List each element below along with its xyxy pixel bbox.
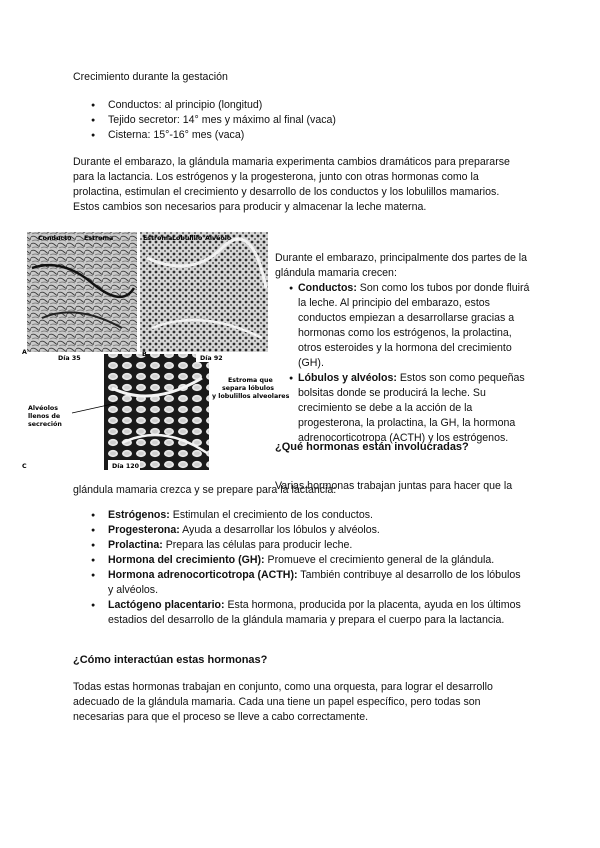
list-item: ● Estrógenos: Estimulan el crecimiento de los conductos. xyxy=(73,508,528,523)
label-letter-a: A xyxy=(22,349,27,356)
list-item: ● Lóbulos y alvéolos: Estos son como pequeñas bolsitas donde se producirá la leche. Su crecimiento se debe a la acción de la progesterona, la prolactina, la GH, la hormona adrenocorticotropa (ACTH) y los estrógenos. xyxy=(275,371,537,446)
label-lobulillo: Lobulillo xyxy=(172,235,203,242)
label-day35: Día 35 xyxy=(58,355,81,362)
list-item: ● Prolactina: Prepara las células para producir leche. xyxy=(73,538,528,553)
list-item: ● Hormona del crecimiento (GH): Promueve el crecimiento general de la glándula. xyxy=(73,553,528,568)
term-progesterona: Progesterona: xyxy=(108,524,180,536)
label-alveolos-2: llenos de xyxy=(28,413,61,420)
term-acth: Hormona adrenocorticotropa (ACTH): xyxy=(108,569,298,581)
term-gh: Hormona del crecimiento (GH): xyxy=(108,554,265,566)
term-lactogeno: Lactógeno placentario: xyxy=(108,599,225,611)
label-conducto: Conducto xyxy=(38,235,72,242)
histology-figure xyxy=(22,228,290,473)
section-title-growth: Crecimiento durante la gestación xyxy=(73,71,228,83)
list-item: ● Hormona adrenocorticotropa (ACTH): También contribuye al desarrollo de los lóbulos y alvéolos. xyxy=(73,568,528,598)
label-estroma-que-1: Estroma que xyxy=(228,377,273,384)
term-lobulos: Lóbulos y alvéolos: xyxy=(298,372,397,384)
label-estroma: Estroma xyxy=(84,235,114,242)
label-estroma-2: Estroma xyxy=(143,235,173,242)
micrograph-day35 xyxy=(27,232,137,352)
term-prolactina: Prolactina: xyxy=(108,539,163,551)
heading-hormones: ¿Qué hormonas están involucradas? xyxy=(275,441,469,453)
label-letter-b: B xyxy=(142,351,147,358)
intro-paragraph: Durante el embarazo, la glándula mamaria experimenta cambios dramáticos para prepararse para la lactancia. Los estrógenos y la progesterona, junto con otras hormonas como la prolactina, estimulan el crecimiento y desarrollo de los conductos y los lobulillos mamarios. Estos cambios son necesarios para producir y almacenar la leche materna. xyxy=(73,156,510,213)
hormones-list xyxy=(73,508,528,628)
list-item: ● Conductos: Son como los tubos por donde fluirá la leche. Al principio del embarazo, estos conductos empiezan a desarrollarse gracias a hormonas como los estrógenos, la prolactina, otros esteroides y la hormona del crecimiento (GH). xyxy=(275,281,537,371)
label-letter-c: C xyxy=(22,463,27,470)
growth-parts-list xyxy=(275,281,537,446)
heading-interaction: ¿Cómo interactúan estas hormonas? xyxy=(73,654,268,666)
label-alveolos-1: Alvéolos xyxy=(28,405,58,412)
growth-parts-intro: Durante el embarazo, principalmente dos partes de la glándula mamaria crecen: xyxy=(275,251,528,279)
label-estroma-que-3: y lobulillos alveolares xyxy=(212,393,290,400)
histology-micrographs xyxy=(22,228,290,473)
hormones-intro-first: Varias hormonas trabajan juntas para hacer que la xyxy=(275,479,513,492)
label-alveolos-3: secreción xyxy=(28,421,62,428)
list-item: ● Progesterona: Ayuda a desarrollar los lóbulos y alvéolos. xyxy=(73,523,528,538)
interaction-paragraph: Todas estas hormonas trabajan en conjunto, como una orquesta, para lograr el desarrollo adecuado de la glándula mamaria. Cada una tiene un papel específico, pero todas son necesarias para que el proceso se lleve a cabo correctamente. xyxy=(73,681,493,723)
hormones-intro-rest: glándula mamaria crezca y se prepare para la lactancia: xyxy=(73,484,337,496)
micrograph-day120 xyxy=(104,354,209,470)
list-item: ● Cisterna: 15°-16° mes (vaca) xyxy=(73,128,533,143)
term-conductos: Conductos: xyxy=(298,282,357,294)
label-estroma-que-2: separa lóbulos xyxy=(222,385,275,392)
list-item: ● Conductos: al principio (longitud) xyxy=(73,98,533,113)
list-item: ● Tejido secretor: 14° mes y máximo al final (vaca) xyxy=(73,113,533,128)
term-estrogenos: Estrógenos: xyxy=(108,509,170,521)
label-day120: Día 120 xyxy=(112,463,139,470)
growth-bullet-list xyxy=(73,98,533,143)
list-item: ● Lactógeno placentario: Esta hormona, producida por la placenta, ayuda en los últimos estadios del desarrollo de la glándula mamaria y prepara el cuerpo para la lactancia. xyxy=(73,598,528,628)
label-alveolo: Alvéolo xyxy=(205,235,232,242)
label-day92: Día 92 xyxy=(200,355,223,362)
micrograph-day92 xyxy=(140,232,268,352)
